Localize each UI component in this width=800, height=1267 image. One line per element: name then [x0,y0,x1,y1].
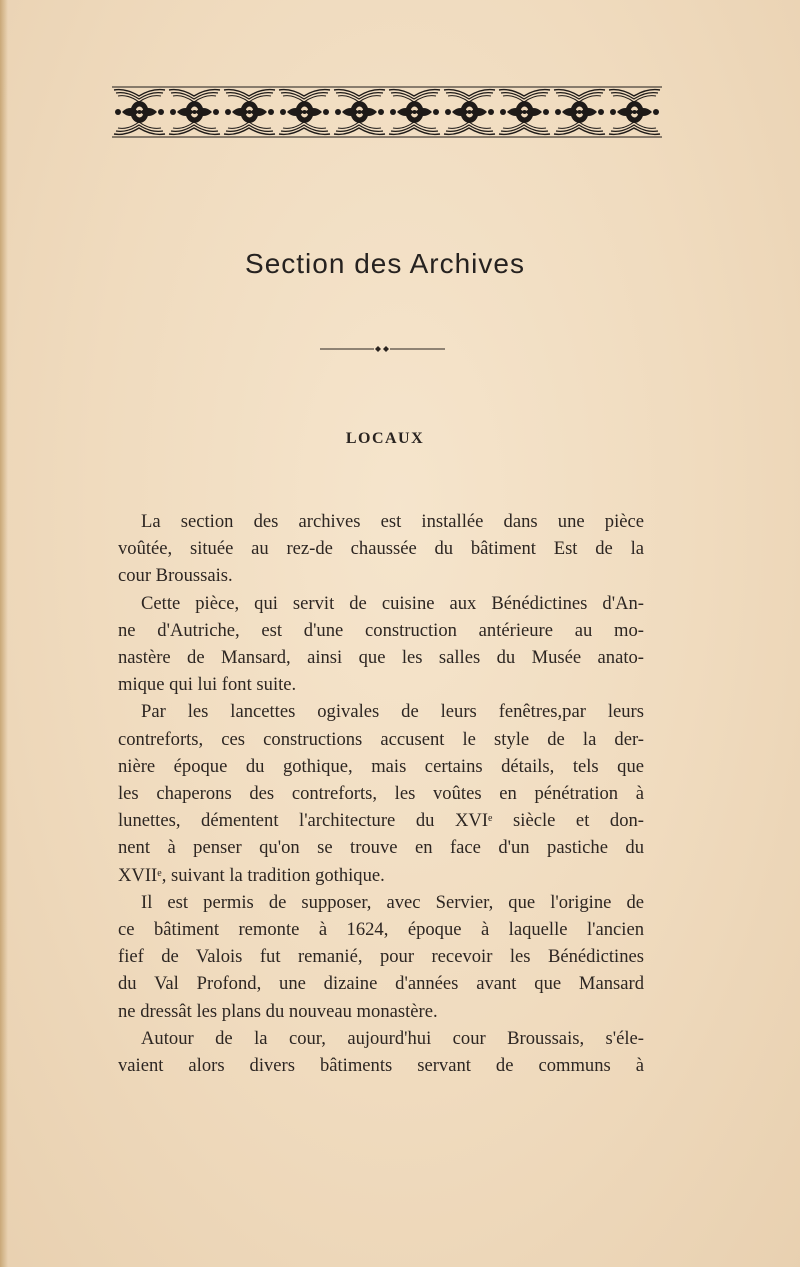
text-line: ne dressât les plans du nouveau monastère. [118,1000,438,1022]
paragraph [118,889,644,1025]
text-line: lunettes, démentent l'architecture du XVIe siècle et don- [118,810,644,832]
text-line: Autour de la cour, aujourd'hui cour Broussais, s'éle- [141,1027,644,1049]
text-line: fief de Valois fut remanié, pour recevoir les Bénédictines [118,946,644,968]
text-line: ce bâtiment remonte à 1624, époque à laquelle l'ancien [118,919,644,941]
page-edge [0,0,8,1267]
body-text [118,508,644,1079]
decorative-header-ornament [112,86,662,138]
text-line: nière époque du gothique, mais certains détails, tels que [118,755,644,777]
text-line: Il est permis de supposer, avec Servier, que l'origine de [141,891,644,913]
text-line: Par les lancettes ogivales de leurs fenêtres,par leurs [141,701,644,723]
text-line: contreforts, ces constructions accusent le style de la der- [118,728,644,750]
paragraph [118,1025,644,1079]
text-line: nent à penser qu'on se trouve en face d'un pastiche du [118,837,644,859]
text-line: La section des archives est installée dans une pièce [141,511,644,532]
text-line: du Val Profond, une dizaine d'années avant que Mansard [118,973,644,995]
paragraph [118,508,644,590]
text-line: voûtée, située au rez-de chaussée du bâtiment Est de la [118,538,644,560]
text-line: XVIIe, suivant la tradition gothique. [118,864,385,886]
text-line: mique qui lui font suite. [118,674,297,696]
text-line: cour Broussais. [118,565,233,587]
text-line: Cette pièce, qui servit de cuisine aux Bénédictines d'An- [141,592,644,614]
text-line: vaient alors divers bâtiments servant de communs à [118,1055,644,1077]
text-line: les chaperons des contreforts, les voûtes en pénétration à [118,783,644,805]
text-line: ne d'Autriche, est d'une construction antérieure au mo- [118,619,644,641]
paragraph [118,698,644,888]
section-title: Section des Archives [245,248,525,279]
subheading-locaux: LOCAUX [345,430,425,447]
paragraph [118,590,644,699]
text-line: nastère de Mansard, ainsi que les salles du Musée anato- [118,647,644,669]
title-divider [320,344,445,354]
